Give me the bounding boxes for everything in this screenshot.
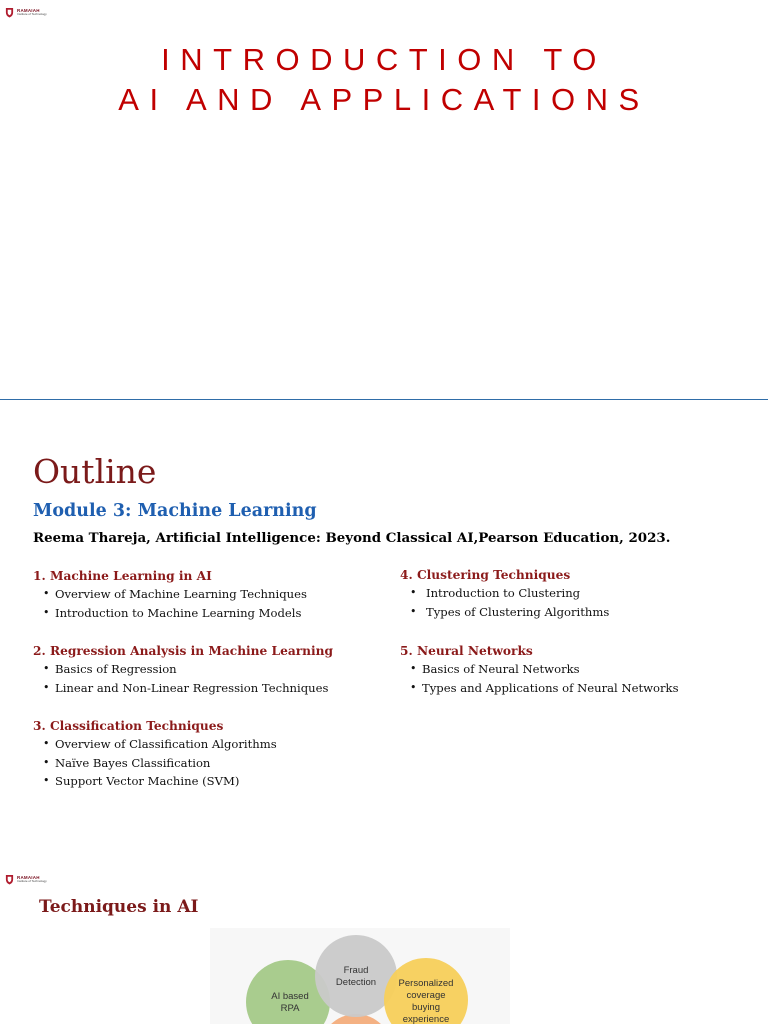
- list-item: • Introduction to Machine Learning Models: [33, 604, 307, 623]
- institute-logo: [5, 874, 47, 885]
- section-ml-in-ai: [33, 567, 307, 622]
- section-clustering: [400, 566, 609, 621]
- list-item: • Basics of Regression: [33, 660, 333, 679]
- techniques-heading: Techniques in AI: [39, 897, 199, 917]
- list-item: • Types and Applications of Neural Networks: [400, 679, 679, 698]
- circle-label: experience: [402, 1014, 450, 1024]
- circle-label: buying: [412, 1002, 440, 1013]
- section-classification: [33, 717, 277, 791]
- list-item: • Support Vector Machine (SVM): [33, 772, 277, 791]
- list-item: • Types of Clustering Algorithms: [400, 603, 609, 622]
- section-title: 3. Classification Techniques: [33, 719, 224, 733]
- shield-logo-icon: [5, 874, 14, 885]
- logo-subtitle: Institute of Technology: [17, 879, 47, 884]
- list-item: • Overview of Machine Learning Techniques: [33, 585, 307, 604]
- list-item: • Overview of Classification Algorithms: [33, 735, 277, 754]
- logo-name: RAMAIAH: [17, 7, 40, 13]
- list-item: • Introduction to Clustering: [400, 584, 609, 603]
- logo-subtitle: Institute of Technology: [17, 12, 47, 17]
- list-item: • Basics of Neural Networks: [400, 660, 679, 679]
- circle-label: Fraud: [343, 965, 369, 976]
- outline-heading: Outline: [33, 452, 157, 491]
- circle-label: RPA: [280, 1003, 300, 1014]
- section-title: 1. Machine Learning in AI: [33, 569, 212, 583]
- module-title: Module 3: Machine Learning: [33, 501, 317, 521]
- reference-text: Reema Thareja, Artificial Intelligence: Beyond Classical AI,Pearson Education, 2023.: [33, 530, 671, 546]
- shield-logo-icon: [5, 7, 14, 18]
- section-title: 2. Regression Analysis in Machine Learning: [33, 644, 334, 658]
- institute-logo: [5, 7, 47, 18]
- section-regression: [33, 642, 333, 697]
- techniques-venn-diagram: [210, 928, 510, 1024]
- title-line-2: AI AND APPLICATIONS: [118, 82, 650, 117]
- section-title: 5. Neural Networks: [400, 644, 533, 658]
- list-item: • Naïve Bayes Classification: [33, 754, 277, 773]
- list-item: • Linear and Non-Linear Regression Techniques: [33, 679, 333, 698]
- circle-label: Personalized: [398, 978, 454, 989]
- circle-label: AI based: [271, 991, 309, 1002]
- circle-label: Detection: [335, 977, 377, 988]
- circle-label: coverage: [406, 990, 446, 1001]
- logo-name: RAMAIAH: [17, 874, 40, 880]
- title-line-1: INTRODUCTION TO: [161, 42, 607, 77]
- section-title: 4. Clustering Techniques: [400, 568, 571, 582]
- section-neural-networks: [400, 642, 679, 697]
- slide-divider: [0, 399, 768, 400]
